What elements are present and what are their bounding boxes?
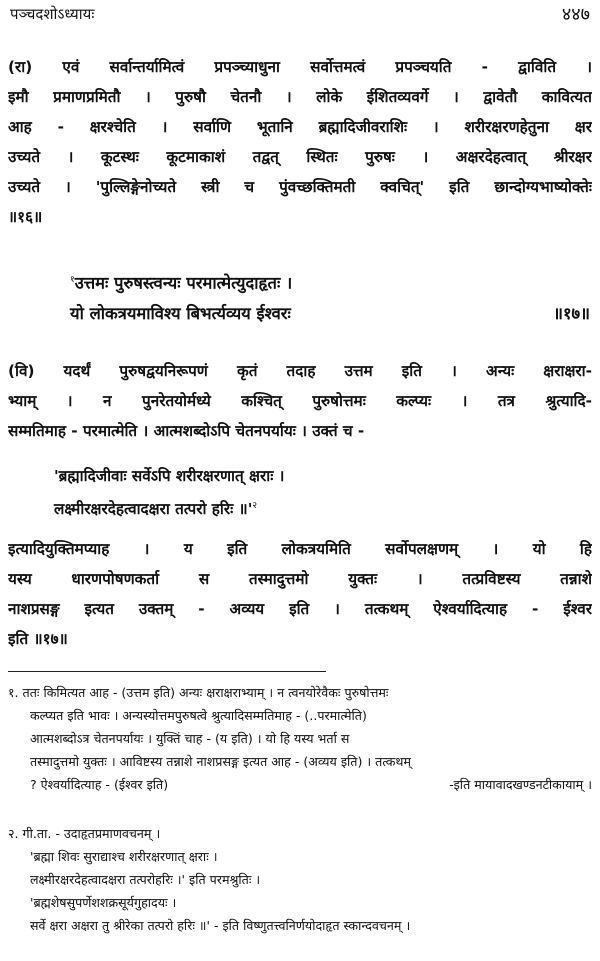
footnote-line: तस्मादुत्तमो युक्तः । आविष्टस्य तन्नाशे नाशप्रसङ्ग इत्यत आह - (अव्यय इति) । तत्कथम्	[30, 754, 411, 769]
text-line: उच्यते । 'पुल्लिङ्गेनोच्यते स्त्री च पुंवच्छक्तिमती क्वचित्' इति छान्दोग्यभाष्योक्तेः	[8, 178, 592, 196]
text-line: (वि) यदर्थं पुरुषद्वयनिरूपणं कृतं तदाह उत्तम इति । अन्यः क्षराक्षरा-	[8, 362, 592, 380]
quote-line-1: 'ब्रह्मादिजीवाः सर्वेऽपि शरीरक्षरणात् क्षराः ।	[54, 467, 285, 485]
verse-line-1-text: उत्तमः पुरुषस्त्वन्यः परमात्मेत्युदाहृतः ।	[74, 273, 293, 293]
verse-number: ॥१७॥	[553, 304, 590, 323]
verse-line-2	[70, 297, 590, 331]
text-line: उच्यते । कूटस्थः कूटमाकाशं तद्वत् स्थितः पुरुषः । अक्षरदेहत्वात् श्रीरक्षर	[8, 148, 592, 166]
footnote-line: २. गी.ता. - उदाहृतप्रमाणवचनम् ।	[8, 826, 161, 841]
page-number: ४४७	[561, 4, 590, 25]
text-line: इत्यादियुक्तिमप्याह । य इति लोकत्रयमिति सर्वोपलक्षणम् । यो हि	[8, 540, 592, 558]
quote-line-2-text: लक्ष्मीरक्षरदेहत्वादक्षरा तत्परो हरिः ॥'	[54, 500, 253, 519]
footnote-line: १. ततः किमित्यत आह - (उत्तम इति) अन्यः क्षराक्षराभ्याम् । न त्वनयोरेवैकः पुरुषोत्तमः	[8, 685, 389, 700]
footnote-divider	[8, 671, 326, 672]
chapter-title: पञ्चदशोऽध्यायः	[10, 5, 95, 23]
text-line: भ्याम् । न पुनरेतयोर्मध्ये कश्चित् पुरुषोत्तमः कल्प्यः । तत्र श्रुत्यादि-	[8, 392, 592, 410]
footnote-line: 'ब्रह्मा शिवः सुराद्याश्च शरीरक्षरणात् क्षराः ।	[30, 849, 218, 864]
footnote-line: आत्मशब्दोऽत्र चेतनपर्यायः । युक्तिं चाह - (य इति) । यो हि यस्य भर्ता स	[30, 731, 350, 746]
commentary-paragraph-ra	[8, 52, 592, 232]
text-line: इति ॥१७॥	[8, 630, 68, 648]
verse-line-1	[70, 263, 590, 297]
footnote-1	[8, 681, 592, 796]
verse-block	[70, 263, 590, 331]
verse-end-marker: ॥१६॥	[8, 208, 43, 226]
footnote-line: सर्वे क्षरा अक्षरा तु श्रीरेका तत्परो हरिः ॥' - इति विष्णुतत्त्वनिर्णयोदाहृत स्कान्दवचनम् ।	[30, 918, 411, 933]
footnote-line: लक्ष्मीरक्षरदेहत्वादक्षरा तत्परोहरिः ।' इति परमश्रुतिः ।	[30, 872, 261, 887]
footnote-line-text: ? ऐश्वर्यादित्याह - (ईश्वर इति)	[30, 777, 169, 792]
footnote-2	[8, 822, 592, 937]
quote-line-2	[54, 491, 574, 521]
footnote-source: -इति मायावादखण्डनटीकायाम् ।	[449, 777, 592, 792]
page-header	[10, 2, 590, 28]
text-line: यस्य धारणपोषणकर्ता स तस्मादुत्तमो युक्तः । तत्प्रविष्टस्य तन्नाशे	[8, 570, 592, 588]
text-line: नाशप्रसङ्ग इत्यत उक्तम् - अव्यय इति । तत्कथम् ऐश्वर्यादित्याह - ईश्वर	[8, 600, 592, 618]
text-line: इमौ प्रमाणप्रमितौ । पुरुषौ चेतनौ । लोके ईशितव्यवर्गे । द्वावेतौ कावित्यत	[8, 88, 592, 106]
footnote-line: कल्प्यत इति भावः । अन्यस्योत्तमपुरुषत्वे श्रुत्यादिसम्मतिमाह - (..परमात्मेति)	[30, 708, 367, 723]
footnote-marker: २	[252, 501, 258, 511]
text-line: सम्मतिमाह - परमात्मेति । आत्मशब्दोऽपि चेतनपर्यायः । उक्तं च -	[8, 422, 365, 440]
verse-line-2-text: यो लोकत्रयमाविश्य बिभर्त्यव्यय ईश्वरः	[70, 304, 291, 323]
commentary-paragraph-continued	[8, 534, 592, 654]
text-line: (रा) एवं सर्वान्तर्यामित्वं प्रपञ्च्याधुना सर्वोत्तमत्वं प्रपञ्चयति - द्वाविति ।	[8, 58, 592, 76]
text-line: आह - क्षरश्चेति । सर्वाणि भूतानि ब्रह्मादिजीवराशिः । शरीरक्षरणहेतुना क्षर	[8, 118, 592, 136]
footnote-marker: १	[70, 275, 75, 285]
footnote-line	[8, 773, 592, 796]
commentary-paragraph-vi	[8, 356, 592, 446]
footnote-line: 'ब्रह्मशेषसुपर्णेशशक्रसूर्यगुहादयः ।	[30, 895, 177, 910]
quoted-verse	[54, 461, 574, 521]
